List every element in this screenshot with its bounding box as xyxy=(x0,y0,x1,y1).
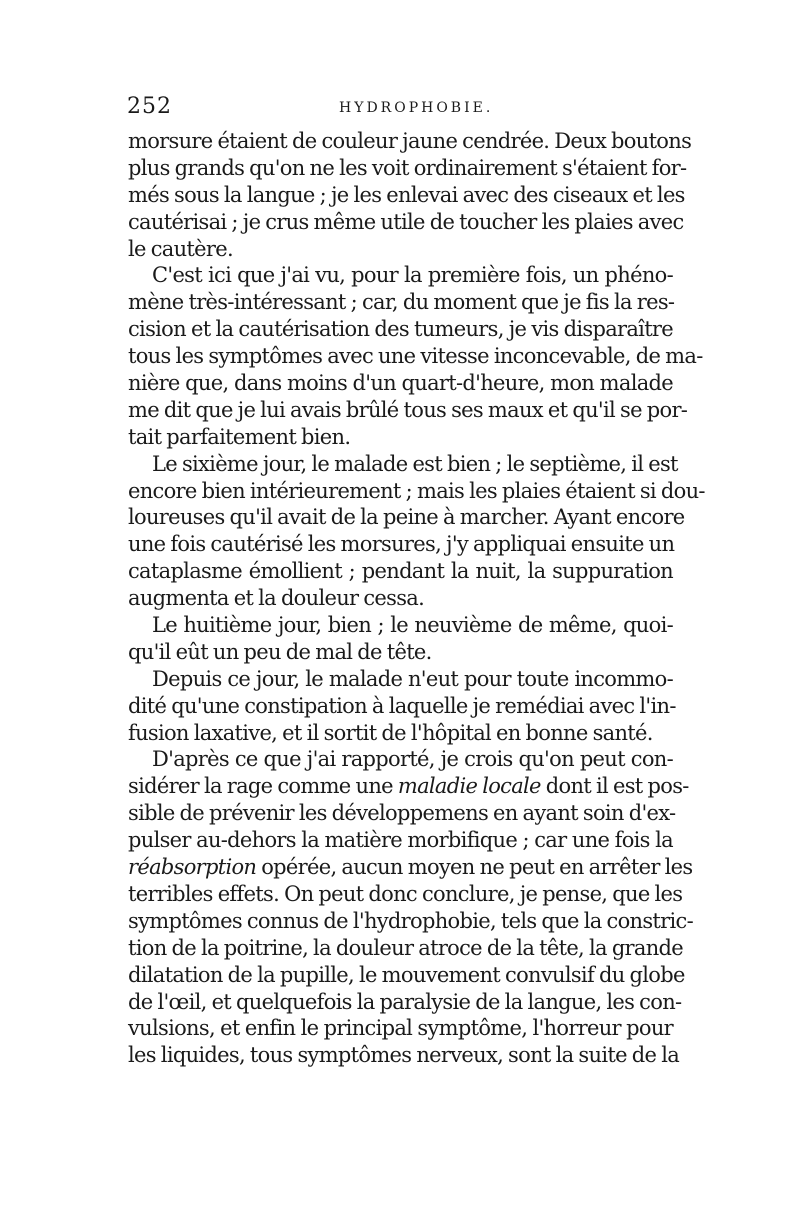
text-line: loureuses qu'il avait de la peine à marcher. Ayant encore xyxy=(128,505,685,530)
paragraph xyxy=(128,451,705,612)
text-line: tait parfaitement bien. xyxy=(128,424,351,449)
text-line: augmenta et la douleur cessa. xyxy=(128,586,425,611)
text-line: més sous la langue ; je les enlevai avec des ciseaux et les xyxy=(128,182,685,207)
text-segment: de l'œil, et quelquefois la paralysie de la langue, les con- xyxy=(128,989,682,1014)
text-line: morsure étaient de couleur jaune cendrée. Deux boutons xyxy=(128,129,692,153)
paragraph xyxy=(128,746,693,1069)
text-segment: dilatation de la pupille, le mouvement convulsif du globe xyxy=(128,962,685,987)
text-line xyxy=(128,989,682,1016)
text-line xyxy=(128,773,689,800)
italic-term: réabsorption xyxy=(128,855,257,880)
paragraph xyxy=(128,666,676,747)
text-segment: pulser au-dehors la matière morbifique ; car une fois la xyxy=(128,828,673,853)
body-text xyxy=(128,128,705,1069)
text-segment: opérée, aucun moyen ne peut en arrêter les xyxy=(256,855,693,880)
text-line: encore bien intérieurement ; mais les plaies étaient si dou- xyxy=(128,478,705,503)
text-line: dité qu'une constipation à laquelle je remédiai avec l'in- xyxy=(128,693,676,718)
text-line: Le huitième jour, bien ; le neuvième de même, quoi- xyxy=(152,613,673,638)
text-line: une fois cautérisé les morsures, j'y appliquai ensuite un xyxy=(128,532,675,557)
text-line: nière que, dans moins d'un quart-d'heure, mon malade xyxy=(128,371,673,396)
running-head xyxy=(127,94,680,124)
text-line xyxy=(128,935,684,962)
paragraph xyxy=(128,612,673,666)
text-line xyxy=(128,908,693,935)
text-segment: tion de la poitrine, la douleur atroce de la tête, la grande xyxy=(128,935,684,960)
text-line: Le sixième jour, le malade est bien ; le septième, il est xyxy=(152,451,678,476)
text-line xyxy=(128,827,673,854)
text-line: C'est ici que j'ai vu, pour la première fois, un phéno- xyxy=(152,263,673,288)
text-segment: les liquides, tous symptômes nerveux, sont la suite de la xyxy=(128,1043,680,1068)
text-line: cataplasme émollient ; pendant la nuit, la suppuration xyxy=(128,559,673,584)
text-line xyxy=(128,1042,680,1069)
text-line xyxy=(128,854,693,881)
text-line: le cautère. xyxy=(128,236,233,261)
running-title: HYDROPHOBIE. xyxy=(339,100,494,116)
text-line: cision et la cautérisation des tumeurs, je vis disparaître xyxy=(128,317,673,342)
text-segment: sidérer la rage comme une xyxy=(128,774,398,799)
text-line: cautérisai ; je crus même utile de toucher les plaies avec xyxy=(128,209,684,234)
text-line: fusion laxative, et il sortit de l'hôpital en bonne santé. xyxy=(128,720,653,745)
text-line: qu'il eût un peu de mal de tête. xyxy=(128,639,432,664)
text-line xyxy=(128,962,685,989)
text-segment: sible de prévenir les développemens en ayant soin d'ex- xyxy=(128,801,676,826)
text-segment: D'après ce que j'ai rapporté, je crois qu'on peut con- xyxy=(152,747,673,772)
italic-term: maladie locale xyxy=(397,774,541,799)
text-segment: dont il est pos- xyxy=(540,774,689,799)
text-segment: terribles effets. On peut donc conclure, je pense, que les xyxy=(128,881,683,906)
text-line xyxy=(128,746,673,773)
text-line: tous les symptômes avec une vitesse inconcevable, de ma- xyxy=(128,344,703,369)
text-line xyxy=(128,1015,673,1042)
text-segment: symptômes connus de l'hydrophobie, tels que la constric- xyxy=(128,908,693,933)
text-line xyxy=(128,800,676,827)
paragraph xyxy=(128,128,692,262)
paragraph xyxy=(128,262,703,450)
text-line xyxy=(128,881,683,908)
text-line: mène très-intéressant ; car, du moment que je fis la res- xyxy=(128,290,675,315)
text-segment: vulsions, et enfin le principal symptôme, l'horreur pour xyxy=(128,1016,673,1041)
text-line: plus grands qu'on ne les voit ordinairement s'étaient for- xyxy=(128,155,687,180)
page-number: 252 xyxy=(127,94,172,119)
text-line: me dit que je lui avais brûlé tous ses maux et qu'il se por- xyxy=(128,397,688,422)
text-line: Depuis ce jour, le malade n'eut pour toute incommo- xyxy=(152,666,673,691)
